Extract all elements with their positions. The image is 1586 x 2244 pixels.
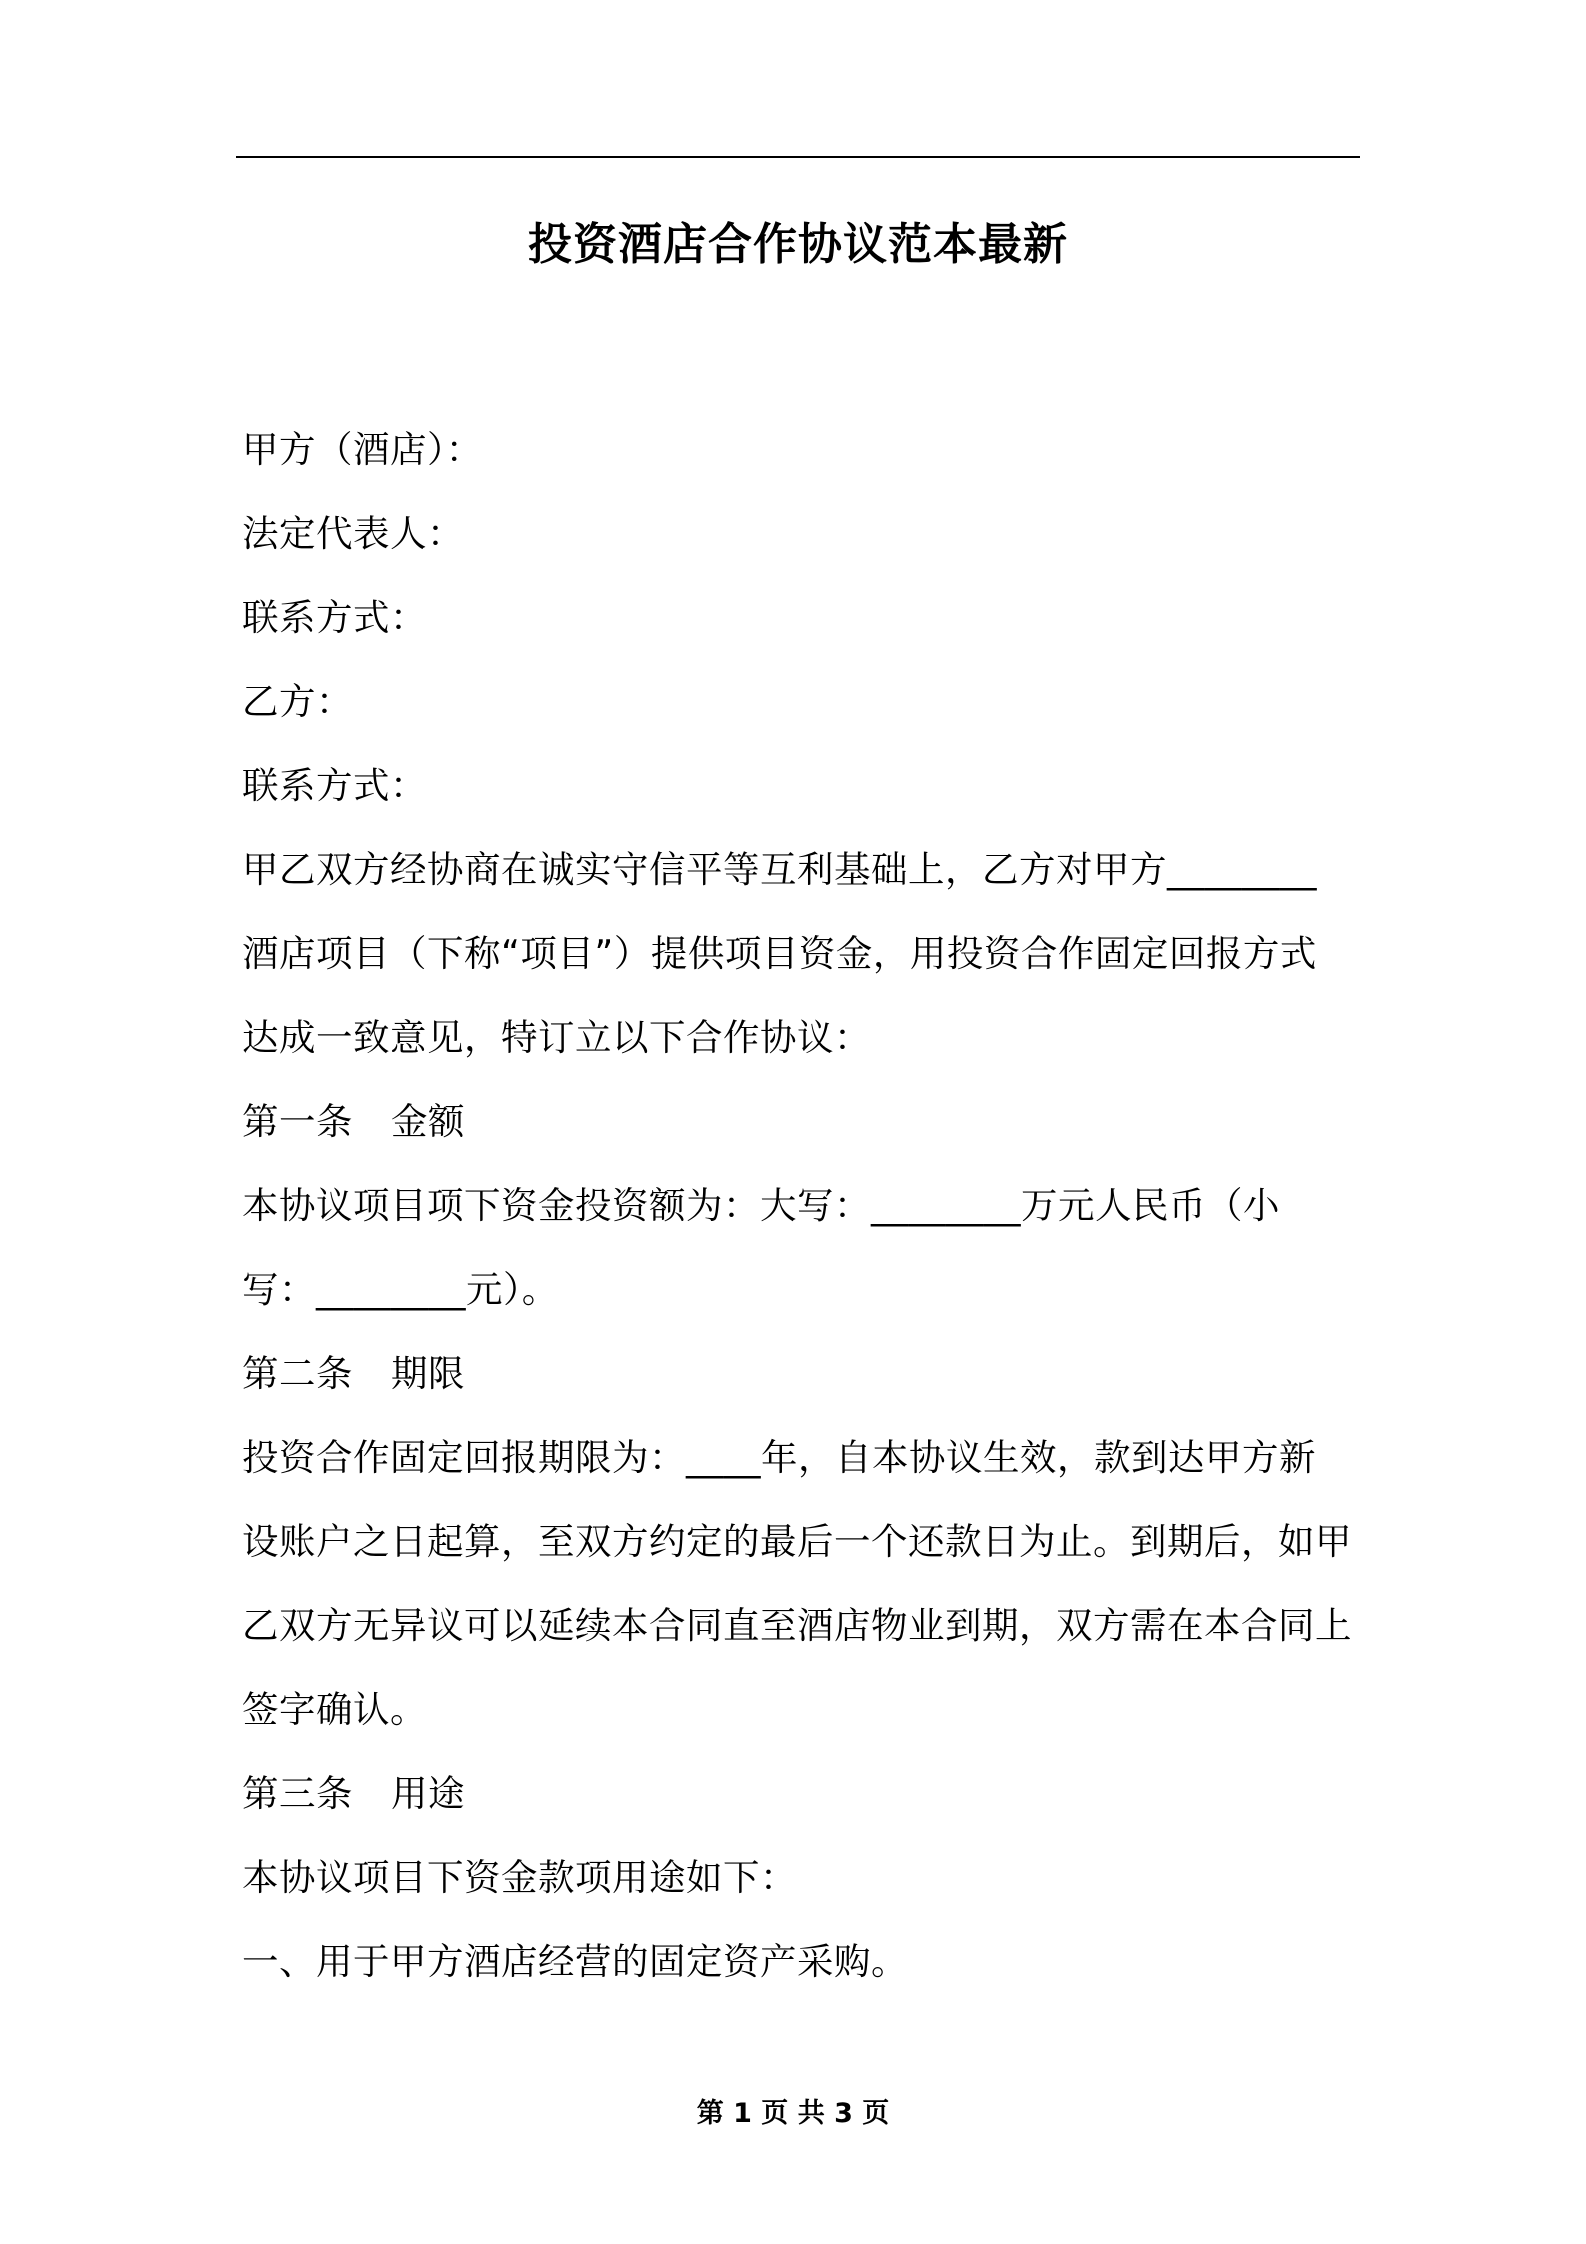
article-2-line-4: 签字确认。 (242, 1688, 427, 1731)
article-1-number: 第一条 (242, 1100, 353, 1143)
header-rule (236, 156, 1360, 158)
article-2-number: 第二条 (242, 1352, 353, 1395)
article-3-title: 用途 (391, 1772, 465, 1815)
article-1-heading (242, 1080, 1357, 1164)
intro-line-3: 达成一致意见，特订立以下合作协议： (242, 1016, 871, 1059)
intro-line-1: 甲乙双方经协商在诚实守信平等互利基础上，乙方对甲方________ (242, 848, 1317, 891)
article-3-line-2: 一、用于甲方酒店经营的固定资产采购。 (242, 1940, 908, 1983)
article-2-line-2: 设账户之日起算，至双方约定的最后一个还款日为止。到期后，如甲 (242, 1520, 1352, 1563)
article-3-line-1: 本协议项目下资金款项用途如下： (242, 1856, 797, 1899)
contact-a-field: 联系方式： (242, 596, 427, 639)
contact-b-field: 联系方式： (242, 764, 427, 807)
article-3-heading (242, 1752, 1357, 1836)
article-2-line-3: 乙双方无异议可以延续本合同直至酒店物业到期，双方需在本合同上 (242, 1604, 1352, 1647)
legal-rep-field: 法定代表人： (242, 512, 464, 555)
article-1-line-1: 本协议项目项下资金投资额为：大写：________万元人民币（小 (242, 1184, 1280, 1227)
party-a-field: 甲方（酒店）： (242, 428, 483, 471)
party-b-field: 乙方： (242, 680, 353, 723)
article-2-heading (242, 1332, 1357, 1416)
article-1-title: 金额 (391, 1100, 465, 1143)
article-1-line-2: 写：________元）。 (242, 1268, 559, 1311)
document-title: 投资酒店合作协议范本最新 (528, 219, 1068, 270)
article-3-number: 第三条 (242, 1772, 353, 1815)
intro-line-2: 酒店项目（下称“项目”）提供项目资金，用投资合作固定回报方式 (242, 932, 1317, 975)
page-number-footer: 第 1 页 共 3 页 (696, 2098, 890, 2129)
article-2-line-1: 投资合作固定回报期限为：____年，自本协议生效，款到达甲方新 (242, 1436, 1316, 1479)
document-body (242, 408, 1357, 2004)
article-2-title: 期限 (391, 1352, 465, 1395)
